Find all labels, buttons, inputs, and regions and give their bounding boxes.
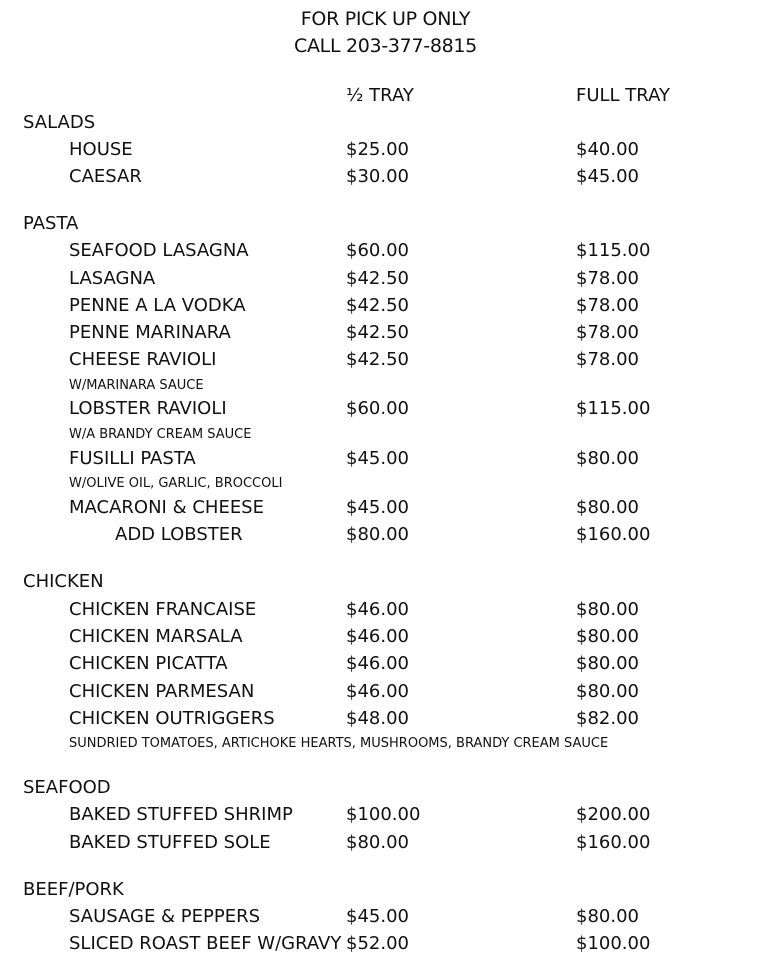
item-full-price: $40.00 bbox=[576, 139, 639, 160]
item-name: ADD LOBSTER bbox=[115, 524, 243, 545]
item-full-price: $160.00 bbox=[576, 524, 651, 545]
item-full-price: $200.00 bbox=[576, 804, 651, 825]
section-title-chicken: CHICKEN bbox=[23, 571, 104, 592]
item-half-price: $45.00 bbox=[346, 448, 409, 469]
item-full-price: $80.00 bbox=[576, 626, 639, 647]
item-half-price: $25.00 bbox=[346, 139, 409, 160]
item-half-price: $60.00 bbox=[346, 398, 409, 419]
item-name: SAUSAGE & PEPPERS bbox=[69, 906, 261, 927]
item-name: CHEESE RAVIOLI bbox=[69, 349, 217, 370]
item-half-price: $46.00 bbox=[346, 599, 409, 620]
header-pickup-notice: FOR PICK UP ONLY bbox=[300, 8, 471, 30]
item-half-price: $42.50 bbox=[346, 349, 409, 370]
item-full-price: $78.00 bbox=[576, 268, 639, 289]
item-full-price: $115.00 bbox=[576, 240, 651, 261]
item-full-price: $80.00 bbox=[576, 906, 639, 927]
item-name: LASAGNA bbox=[69, 268, 156, 289]
item-full-price: $115.00 bbox=[576, 398, 651, 419]
item-note: W/A BRANDY CREAM SAUCE bbox=[69, 427, 252, 442]
item-half-price: $42.50 bbox=[346, 322, 409, 343]
header-phone: CALL 203-377-8815 bbox=[294, 35, 477, 57]
column-full-tray: FULL TRAY bbox=[576, 85, 670, 106]
section-title-seafood: SEAFOOD bbox=[23, 777, 111, 798]
item-half-price: $46.00 bbox=[346, 626, 409, 647]
item-name: LOBSTER RAVIOLI bbox=[69, 398, 227, 419]
section-title-beef-pork: BEEF/PORK bbox=[23, 879, 124, 900]
item-full-price: $80.00 bbox=[576, 681, 639, 702]
item-full-price: $82.00 bbox=[576, 708, 639, 729]
item-half-price: $80.00 bbox=[346, 524, 409, 545]
item-note: W/MARINARA SAUCE bbox=[69, 378, 204, 393]
item-half-price: $80.00 bbox=[346, 832, 409, 853]
item-full-price: $78.00 bbox=[576, 349, 639, 370]
section-title-salads: SALADS bbox=[23, 112, 96, 133]
item-half-price: $48.00 bbox=[346, 708, 409, 729]
item-full-price: $78.00 bbox=[576, 295, 639, 316]
item-name: SEAFOOD LASAGNA bbox=[69, 240, 249, 261]
item-name: FUSILLI PASTA bbox=[69, 448, 196, 469]
item-note: SUNDRIED TOMATOES, ARTICHOKE HEARTS, MUSHROOMS, BRANDY CREAM SAUCE bbox=[69, 736, 609, 751]
item-half-price: $42.50 bbox=[346, 268, 409, 289]
item-name: CHICKEN MARSALA bbox=[69, 626, 243, 647]
item-name: BAKED STUFFED SOLE bbox=[69, 832, 271, 853]
item-half-price: $46.00 bbox=[346, 681, 409, 702]
item-name: CAESAR bbox=[69, 166, 142, 187]
item-full-price: $80.00 bbox=[576, 653, 639, 674]
item-name: BAKED STUFFED SHRIMP bbox=[69, 804, 293, 825]
item-name: CHICKEN FRANCAISE bbox=[69, 599, 257, 620]
item-full-price: $100.00 bbox=[576, 933, 651, 954]
item-half-price: $46.00 bbox=[346, 653, 409, 674]
item-half-price: $45.00 bbox=[346, 906, 409, 927]
item-name: CHICKEN PARMESAN bbox=[69, 681, 255, 702]
section-title-pasta: PASTA bbox=[23, 213, 79, 234]
item-full-price: $80.00 bbox=[576, 497, 639, 518]
item-half-price: $30.00 bbox=[346, 166, 409, 187]
item-name: PENNE A LA VODKA bbox=[69, 295, 246, 316]
item-half-price: $52.00 bbox=[346, 933, 409, 954]
item-name: CHICKEN OUTRIGGERS bbox=[69, 708, 275, 729]
item-full-price: $80.00 bbox=[576, 448, 639, 469]
item-half-price: $60.00 bbox=[346, 240, 409, 261]
item-half-price: $45.00 bbox=[346, 497, 409, 518]
item-name: HOUSE bbox=[69, 139, 133, 160]
item-note: W/OLIVE OIL, GARLIC, BROCCOLI bbox=[69, 476, 283, 491]
item-half-price: $42.50 bbox=[346, 295, 409, 316]
item-name: MACARONI & CHEESE bbox=[69, 497, 264, 518]
item-name: SLICED ROAST BEEF W/GRAVY bbox=[69, 933, 342, 954]
item-name: PENNE MARINARA bbox=[69, 322, 231, 343]
item-full-price: $80.00 bbox=[576, 599, 639, 620]
item-full-price: $45.00 bbox=[576, 166, 639, 187]
item-full-price: $160.00 bbox=[576, 832, 651, 853]
column-half-tray: ½ TRAY bbox=[346, 85, 414, 106]
item-full-price: $78.00 bbox=[576, 322, 639, 343]
item-half-price: $100.00 bbox=[346, 804, 421, 825]
item-name: CHICKEN PICATTA bbox=[69, 653, 228, 674]
